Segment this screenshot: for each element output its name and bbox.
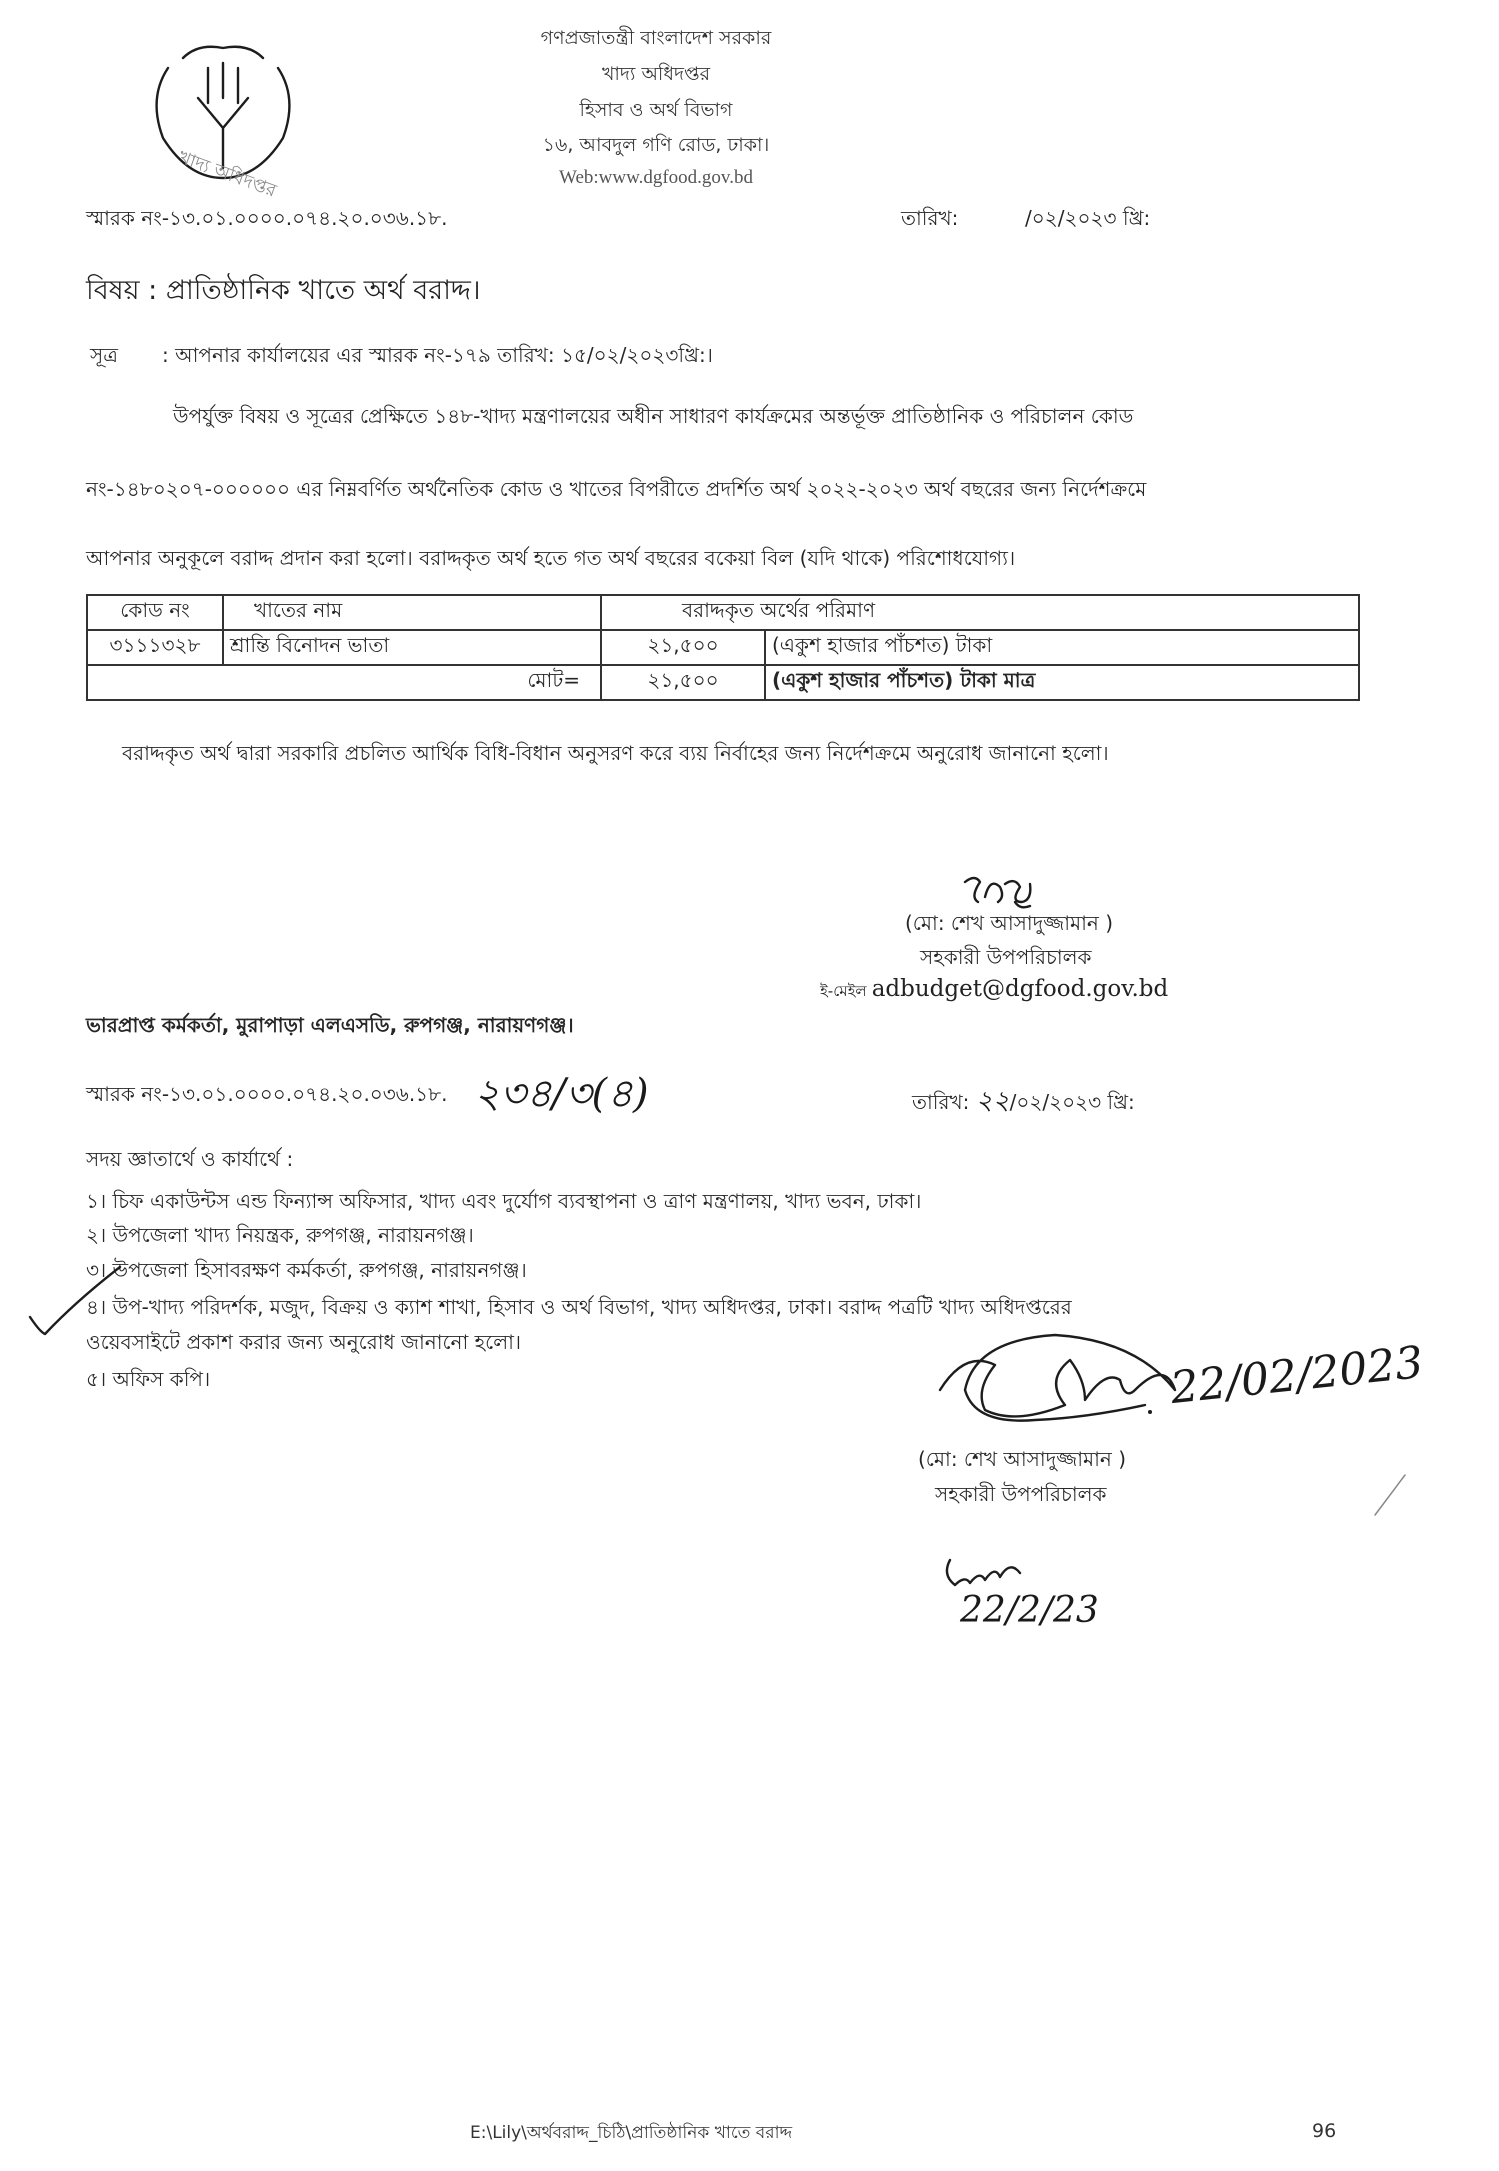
memo2-handwritten-suffix: ২৩৪/৩(৪) <box>474 1071 649 1117</box>
subject-text: প্রাতিষ্ঠানিক খাতে অর্থ বরাদ্দ। <box>165 275 481 306</box>
table-row <box>87 630 1359 665</box>
paragraph-line-2: নং-১৪৮০২০৭-০০০০০০ এর নিম্নবর্ণিত অর্থনৈতিক কোড ও খাতের বিপরীতে প্রদর্শিত অর্থ ২০২২-২০২৩ অর্থ বছরের জন্য নির্দেশক্রমে <box>86 477 1147 501</box>
subject-label: বিষয় : <box>86 275 158 306</box>
signature-2-designation: সহকারী উপপরিচালক <box>935 1482 1107 1506</box>
allocation-table <box>86 594 1360 701</box>
cell-words: (একুশ হাজার পাঁচশত) টাকা <box>765 630 1359 665</box>
signature-1 <box>960 872 1040 912</box>
pen-stroke <box>1370 1470 1410 1520</box>
total-amount: ২১,৫০০ <box>601 665 765 700</box>
cell-name: শ্রান্তি বিনোদন ভাতা <box>223 630 601 665</box>
page-number: 96 <box>1312 2120 1337 2142</box>
memo2-date-label: তারিখ: <box>912 1090 970 1114</box>
header-web: Web:www.dgfood.gov.bd <box>559 167 753 188</box>
initials-date: 22/2/23 <box>960 1590 1099 1631</box>
footer-file-path: E:\Lily\অর্থবরাদ্দ_চিঠি\প্রাতিষ্ঠানিক খাতে বরাদ্দ <box>470 2123 793 2143</box>
header-department: খাদ্য অধিদপ্তর <box>601 63 711 85</box>
header-amount: বরাদ্দকৃত অর্থের পরিমাণ <box>601 595 1359 630</box>
signatory-designation: সহকারী উপপরিচালক <box>920 945 1092 969</box>
signatory-name: (মো: শেখ আসাদুজ্জামান ) <box>905 911 1113 935</box>
header-address: ১৬, আবদুল গণি রোড, ঢাকা। <box>542 134 770 156</box>
cc-heading: সদয় জ্ঞাতার্থে ও কার্যার্থে : <box>86 1147 294 1171</box>
total-words: (একুশ হাজার পাঁচশত) টাকা মাত্র <box>765 665 1359 700</box>
cc-item-4: ৪। উপ-খাদ্য পরিদর্শক, মজুদ, বিক্রয় ও ক্যাশ শাখা, হিসাব ও অর্থ বিভাগ, খাদ্য অধিদপ্তর, ঢাকা। বরাদ্দ পত্রটি খাদ্য অধিদপ্তরের <box>86 1295 1072 1319</box>
initials-scribble <box>940 1555 1040 1595</box>
date-label: তারিখ: <box>901 206 959 230</box>
memo2-date-handwritten: ২২ <box>975 1086 1010 1116</box>
header-code: কোড নং <box>87 595 223 630</box>
email-link[interactable]: adbudget@dgfood.gov.bd <box>871 976 1169 1002</box>
cc-item-3: ৩। উপজেলা হিসাবরক্ষণ কর্মকর্তা, রুপগঞ্জ, নারায়নগঞ্জ। <box>86 1258 527 1282</box>
total-label: মোট= <box>87 665 601 700</box>
checkmark-icon <box>25 1262 125 1342</box>
cc-item-2: ২। উপজেলা খাদ্য নিয়ন্ত্রক, রুপগঞ্জ, নারায়নগঞ্জ। <box>86 1223 474 1247</box>
closing-text: বরাদ্দকৃত অর্থ দ্বারা সরকারি প্রচলিত আর্থিক বিধি-বিধান অনুসরণ করে ব্যয় নির্বাহের জন্য নির্দেশক্রমে অনুরোধ জানানো হলো। <box>122 741 1109 765</box>
recipient: ভারপ্রাপ্ত কর্মকর্তা, মুরাপাড়া এলএসডি, রুপগঞ্জ, নারায়ণগঞ্জ। <box>86 1013 574 1037</box>
header-name: খাতের নাম <box>223 595 601 630</box>
cell-code: ৩১১১৩২৮ <box>87 630 223 665</box>
cc-item-4-cont: ওয়েবসাইটে প্রকাশ করার জন্য অনুরোধ জানানো হলো। <box>86 1330 522 1354</box>
paragraph-line-1: উপর্যুক্ত বিষয় ও সূত্রের প্রেক্ষিতে ১৪৮-খাদ্য মন্ত্রণালয়ের অধীন সাধারণ কার্যক্রমের অন্তর্ভূক্ত প্রাতিষ্ঠানিক ও পরিচালন কোড <box>173 404 1134 428</box>
memo-number: স্মারক নং-১৩.০১.০০০০.০৭৪.২০.০৩৬.১৮. <box>86 206 448 230</box>
subject-line <box>86 270 481 315</box>
memo2-number: স্মারক নং-১৩.০১.০০০০.০৭৪.২০.০৩৬.১৮. <box>86 1082 448 1106</box>
memo2-date <box>912 1080 1135 1124</box>
date-value: /০২/২০২৩ খ্রি: <box>1025 206 1151 230</box>
svg-text:খাদ্য অধিদপ্তর: খাদ্য অধিদপ্তর <box>175 146 280 202</box>
signature-2-date: 22/02/2023 <box>1168 1336 1426 1415</box>
cell-amount: ২১,৫০০ <box>601 630 765 665</box>
signatory-email-line <box>820 976 1168 1005</box>
email-label: ই-মেইল <box>820 982 867 1000</box>
signature-2-name: (মো: শেখ আসাদুজ্জামান ) <box>918 1447 1126 1471</box>
header-government: গণপ্রজাতন্ত্রী বাংলাদেশ সরকার <box>540 27 772 49</box>
header-division: হিসাব ও অর্থ বিভাগ <box>579 99 733 121</box>
paragraph-line-3: আপনার অনুকূলে বরাদ্দ প্রদান করা হলো। বরাদ্দকৃত অর্থ হতে গত অর্থ বছরের বকেয়া বিল (যদি থাকে) পরিশোধযোগ্য। <box>86 546 1016 570</box>
table-header-row <box>87 595 1359 630</box>
reference-label: সূত্র <box>90 343 118 367</box>
reference-text: : আপনার কার্যালয়ের এর স্মারক নং-১৭৯ তারিখ: ১৫/০২/২০২৩খ্রি:। <box>162 343 713 367</box>
memo2-date-rest: /০২/২০২৩ খ্রি: <box>1009 1090 1135 1114</box>
cc-item-5: ৫। অফিস কপি। <box>86 1367 211 1391</box>
table-total-row <box>87 665 1359 700</box>
cc-item-1: ১। চিফ একাউন্টস এন্ড ফিন্যান্স অফিসার, খাদ্য এবং দুর্যোগ ব্যবস্থাপনা ও ত্রাণ মন্ত্রণালয়, খাদ্য ভবন, ঢাকা। <box>86 1189 922 1213</box>
